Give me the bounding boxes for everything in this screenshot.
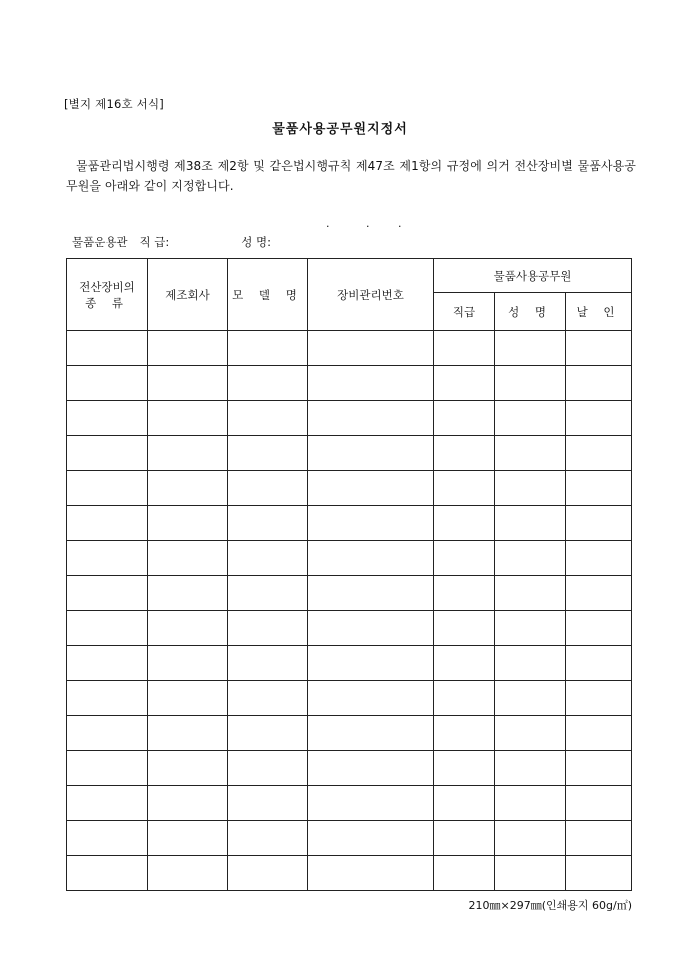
table-cell[interactable] bbox=[67, 331, 148, 366]
table-cell[interactable] bbox=[495, 646, 566, 681]
table-body bbox=[67, 331, 632, 891]
table-cell[interactable] bbox=[308, 681, 434, 716]
table-cell[interactable] bbox=[67, 751, 148, 786]
table-cell[interactable] bbox=[308, 436, 434, 471]
table-row bbox=[67, 786, 632, 821]
table-cell[interactable] bbox=[67, 506, 148, 541]
table-cell[interactable] bbox=[308, 576, 434, 611]
table-cell[interactable] bbox=[566, 576, 632, 611]
table-cell[interactable] bbox=[308, 331, 434, 366]
table-cell[interactable] bbox=[495, 716, 566, 751]
table-cell[interactable] bbox=[434, 716, 495, 751]
table-cell[interactable] bbox=[434, 856, 495, 891]
table-cell[interactable] bbox=[228, 611, 308, 646]
table-cell[interactable] bbox=[495, 786, 566, 821]
table-cell[interactable] bbox=[67, 786, 148, 821]
table-cell[interactable] bbox=[566, 821, 632, 856]
table-cell[interactable] bbox=[148, 611, 228, 646]
table-cell[interactable] bbox=[308, 646, 434, 681]
table-row bbox=[67, 821, 632, 856]
table-cell[interactable] bbox=[308, 716, 434, 751]
table-cell[interactable] bbox=[566, 506, 632, 541]
table-cell[interactable] bbox=[148, 751, 228, 786]
table-cell[interactable] bbox=[434, 576, 495, 611]
table-cell[interactable] bbox=[67, 541, 148, 576]
officer-name-label: 성 명: bbox=[241, 235, 272, 249]
table-cell[interactable] bbox=[495, 401, 566, 436]
table-cell[interactable] bbox=[228, 646, 308, 681]
table-cell[interactable] bbox=[495, 681, 566, 716]
table-cell[interactable] bbox=[148, 366, 228, 401]
table-cell[interactable] bbox=[67, 646, 148, 681]
table-row bbox=[67, 366, 632, 401]
table-cell[interactable] bbox=[148, 856, 228, 891]
table-cell[interactable] bbox=[566, 646, 632, 681]
table-cell[interactable] bbox=[434, 681, 495, 716]
form-number: [별지 제16호 서식] bbox=[64, 97, 164, 111]
header-rank: 직급 bbox=[434, 293, 495, 331]
table-cell[interactable] bbox=[495, 821, 566, 856]
header-model-name: 모 델 명 bbox=[228, 259, 308, 331]
table-cell[interactable] bbox=[566, 786, 632, 821]
table-row bbox=[67, 611, 632, 646]
table-row bbox=[67, 751, 632, 786]
table-cell[interactable] bbox=[308, 366, 434, 401]
table-cell[interactable] bbox=[308, 471, 434, 506]
header-equipment-type-line1: 전산장비의 bbox=[79, 279, 135, 294]
date-mark-month: . bbox=[366, 217, 370, 230]
table-cell[interactable] bbox=[148, 331, 228, 366]
table-row bbox=[67, 646, 632, 681]
table-cell[interactable] bbox=[495, 506, 566, 541]
document-title: 물품사용공무원지정서 bbox=[272, 122, 408, 137]
table-cell[interactable] bbox=[308, 611, 434, 646]
officer-rank-label: 직 급: bbox=[139, 235, 170, 249]
date-mark-year: . bbox=[326, 217, 330, 230]
header-manufacturer: 제조회사 bbox=[148, 259, 228, 331]
table-row bbox=[67, 401, 632, 436]
table-cell[interactable] bbox=[228, 331, 308, 366]
table-cell[interactable] bbox=[228, 576, 308, 611]
table-cell[interactable] bbox=[495, 436, 566, 471]
table-cell[interactable] bbox=[228, 401, 308, 436]
table-cell[interactable] bbox=[566, 681, 632, 716]
table-cell[interactable] bbox=[228, 786, 308, 821]
header-equipment-type-line2: 종 류 bbox=[85, 295, 129, 310]
table-row bbox=[67, 541, 632, 576]
table-cell[interactable] bbox=[228, 821, 308, 856]
table-cell[interactable] bbox=[67, 366, 148, 401]
table-row bbox=[67, 856, 632, 891]
table-cell[interactable] bbox=[228, 471, 308, 506]
table-cell[interactable] bbox=[67, 576, 148, 611]
table-cell[interactable] bbox=[434, 751, 495, 786]
table-cell[interactable] bbox=[434, 646, 495, 681]
table-row bbox=[67, 331, 632, 366]
header-user-group: 물품사용공무원 bbox=[434, 259, 632, 293]
table-row bbox=[67, 471, 632, 506]
table-cell[interactable] bbox=[148, 821, 228, 856]
table-row bbox=[67, 506, 632, 541]
officer-line bbox=[72, 234, 271, 250]
table-cell[interactable] bbox=[228, 856, 308, 891]
table-cell[interactable] bbox=[148, 646, 228, 681]
body-paragraph: 물품관리법시행령 제38조 제2항 및 같은법시행규칙 제47조 제1항의 규정에 의거 전산장비별 물품사용공무원을 아래와 같이 지정합니다. bbox=[66, 159, 636, 193]
table-cell[interactable] bbox=[495, 366, 566, 401]
officer-label: 물품운용관 bbox=[72, 235, 128, 249]
header-equipment-type bbox=[67, 259, 148, 331]
table-cell[interactable] bbox=[434, 786, 495, 821]
table-row bbox=[67, 576, 632, 611]
table-cell[interactable] bbox=[148, 541, 228, 576]
table-row bbox=[67, 716, 632, 751]
table-cell[interactable] bbox=[566, 751, 632, 786]
table-cell[interactable] bbox=[148, 506, 228, 541]
table-cell[interactable] bbox=[228, 716, 308, 751]
table-cell[interactable] bbox=[308, 856, 434, 891]
table-cell[interactable] bbox=[434, 401, 495, 436]
paper-spec: 210㎜×297㎜(인쇄용지 60g/㎡) bbox=[468, 899, 632, 912]
table-cell[interactable] bbox=[566, 366, 632, 401]
table-cell[interactable] bbox=[148, 436, 228, 471]
table-cell[interactable] bbox=[148, 471, 228, 506]
table-cell[interactable] bbox=[148, 576, 228, 611]
header-management-number: 장비관리번호 bbox=[308, 259, 434, 331]
table-cell[interactable] bbox=[308, 786, 434, 821]
table-cell[interactable] bbox=[495, 576, 566, 611]
table-cell[interactable] bbox=[228, 436, 308, 471]
table-cell[interactable] bbox=[67, 436, 148, 471]
table-cell[interactable] bbox=[67, 716, 148, 751]
table-cell[interactable] bbox=[308, 751, 434, 786]
table-cell[interactable] bbox=[566, 541, 632, 576]
table-cell[interactable] bbox=[566, 856, 632, 891]
table-cell[interactable] bbox=[228, 366, 308, 401]
date-mark-day: . bbox=[398, 217, 402, 230]
table-cell[interactable] bbox=[566, 331, 632, 366]
table-cell[interactable] bbox=[566, 471, 632, 506]
table-cell[interactable] bbox=[67, 401, 148, 436]
table-cell[interactable] bbox=[495, 471, 566, 506]
table-cell[interactable] bbox=[67, 681, 148, 716]
table-cell[interactable] bbox=[434, 611, 495, 646]
table-cell[interactable] bbox=[148, 681, 228, 716]
table-cell[interactable] bbox=[434, 471, 495, 506]
table-cell[interactable] bbox=[434, 821, 495, 856]
table-cell[interactable] bbox=[495, 856, 566, 891]
table-cell[interactable] bbox=[434, 366, 495, 401]
table-cell[interactable] bbox=[434, 331, 495, 366]
table-cell[interactable] bbox=[495, 751, 566, 786]
header-seal: 날 인 bbox=[566, 293, 632, 331]
table-cell[interactable] bbox=[495, 331, 566, 366]
table-cell[interactable] bbox=[228, 751, 308, 786]
table-cell[interactable] bbox=[148, 401, 228, 436]
table-cell[interactable] bbox=[308, 821, 434, 856]
table-cell[interactable] bbox=[228, 506, 308, 541]
table-cell[interactable] bbox=[228, 681, 308, 716]
table-cell[interactable] bbox=[566, 436, 632, 471]
table-cell[interactable] bbox=[148, 786, 228, 821]
table-cell[interactable] bbox=[67, 856, 148, 891]
table-cell[interactable] bbox=[566, 716, 632, 751]
table-cell[interactable] bbox=[434, 541, 495, 576]
designation-table bbox=[66, 258, 632, 891]
table-cell[interactable] bbox=[148, 716, 228, 751]
table-cell[interactable] bbox=[308, 541, 434, 576]
table-cell[interactable] bbox=[566, 401, 632, 436]
table-cell[interactable] bbox=[308, 506, 434, 541]
table-cell[interactable] bbox=[434, 506, 495, 541]
table-cell[interactable] bbox=[228, 541, 308, 576]
header-name: 성 명 bbox=[495, 293, 566, 331]
table-cell[interactable] bbox=[495, 611, 566, 646]
table-cell[interactable] bbox=[67, 471, 148, 506]
table-cell[interactable] bbox=[434, 436, 495, 471]
table-cell[interactable] bbox=[566, 611, 632, 646]
table-cell[interactable] bbox=[67, 611, 148, 646]
table-cell[interactable] bbox=[67, 821, 148, 856]
table-cell[interactable] bbox=[495, 541, 566, 576]
table-cell[interactable] bbox=[308, 401, 434, 436]
table-row bbox=[67, 681, 632, 716]
table-row bbox=[67, 436, 632, 471]
